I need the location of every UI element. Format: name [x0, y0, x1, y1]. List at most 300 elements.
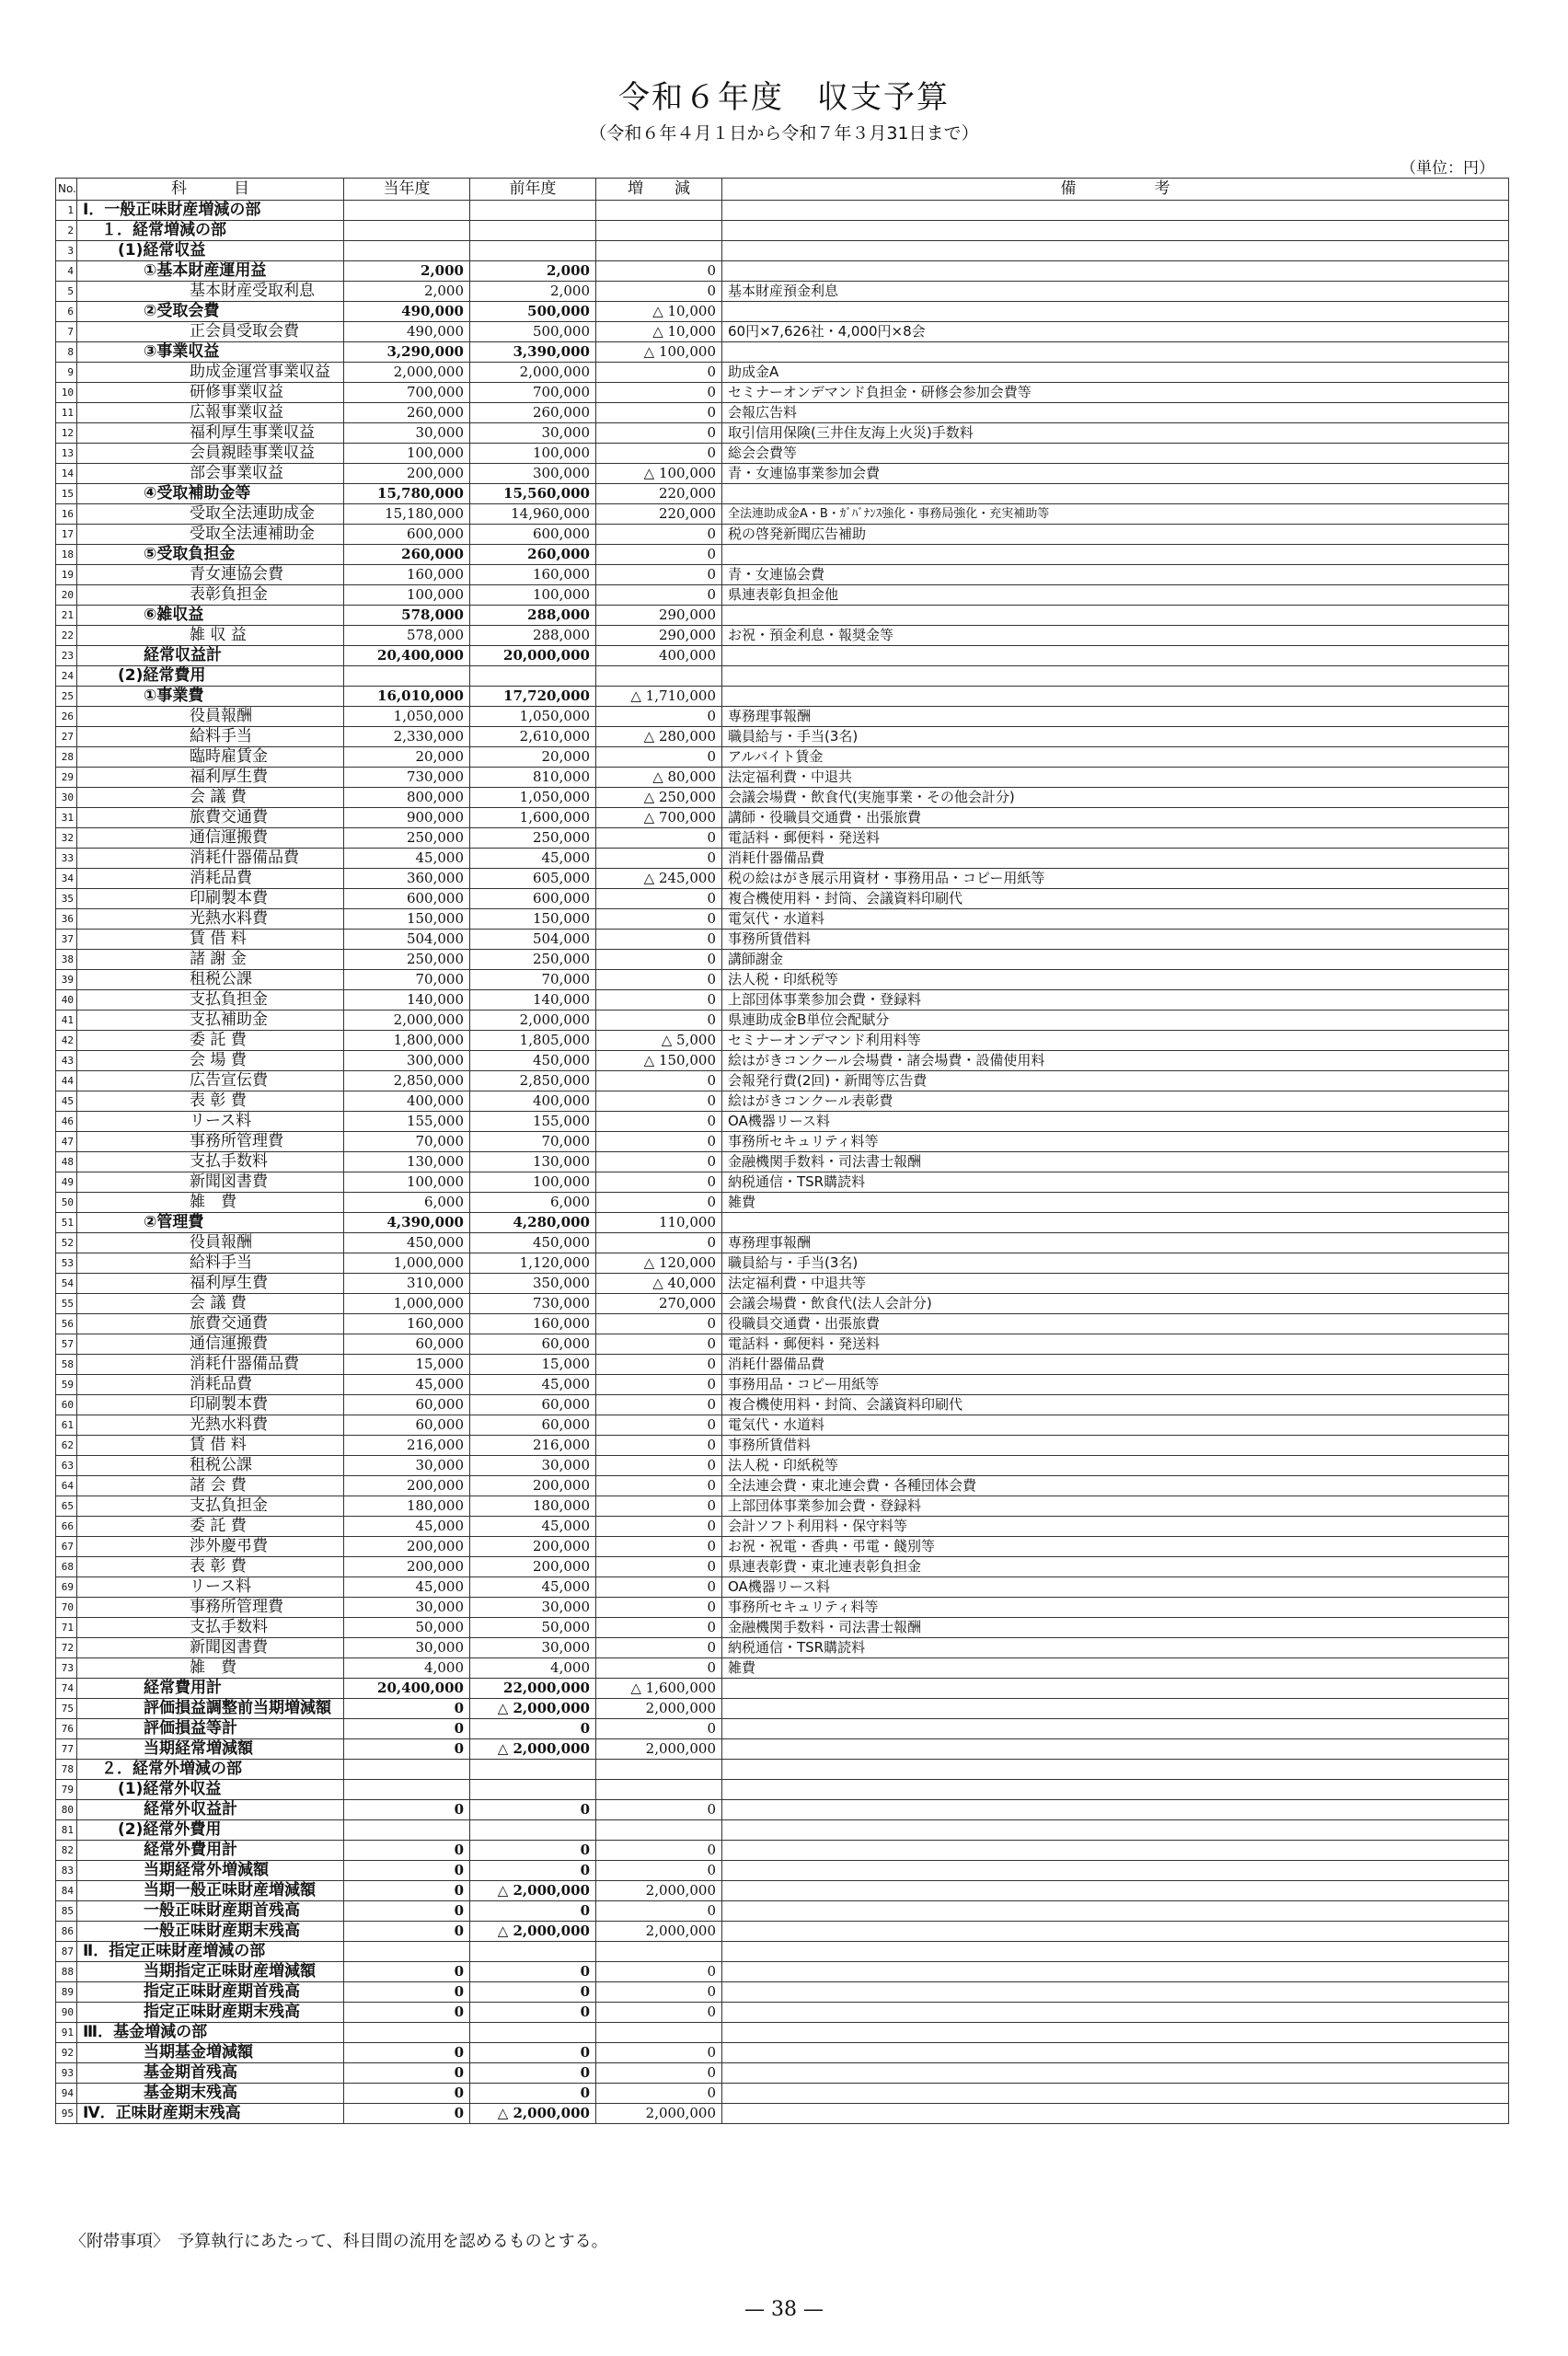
- row-number: 9: [56, 363, 77, 383]
- row-item: ①基本財産運用益: [77, 261, 344, 282]
- row-change-amount: 0: [596, 1901, 722, 1922]
- row-note: [722, 2063, 1509, 2084]
- table-row: [56, 2043, 1509, 2063]
- table-row: [56, 687, 1509, 707]
- row-number: 69: [56, 1577, 77, 1598]
- row-number: 6: [56, 302, 77, 322]
- table-row: [56, 990, 1509, 1011]
- row-current-amount: 200,000: [344, 1476, 470, 1496]
- row-item: 表 彰 費: [77, 1557, 344, 1577]
- unit-label: （単位：円）: [1401, 159, 1494, 178]
- row-change-amount: 0: [596, 930, 722, 950]
- table-row: [56, 1861, 1509, 1881]
- row-previous-amount: 0: [470, 2003, 596, 2023]
- table-row: [56, 1820, 1509, 1841]
- row-change-amount: 0: [596, 282, 722, 302]
- row-change-amount: 0: [596, 545, 722, 565]
- row-item: 助成金運営事業収益: [77, 363, 344, 383]
- row-number: 45: [56, 1091, 77, 1112]
- footnote: 〈附帯事項〉 予算執行にあたって、科目間の流用を認めるものとする。: [70, 2232, 608, 2251]
- row-note: 専務理事報酬: [722, 1233, 1509, 1253]
- row-note: [722, 666, 1509, 687]
- row-previous-amount: 1,600,000: [470, 808, 596, 828]
- row-item: 会 議 費: [77, 788, 344, 808]
- row-previous-amount: 70,000: [470, 1132, 596, 1152]
- row-change-amount: 0: [596, 1415, 722, 1436]
- row-previous-amount: 350,000: [470, 1274, 596, 1294]
- row-number: 30: [56, 788, 77, 808]
- row-item: 広報事業収益: [77, 403, 344, 423]
- row-change-amount: 0: [596, 383, 722, 403]
- row-note: 金融機関手数料・司法書士報酬: [722, 1618, 1509, 1638]
- row-previous-amount: 70,000: [470, 970, 596, 990]
- row-number: 44: [56, 1071, 77, 1091]
- row-item: 渉外慶弔費: [77, 1537, 344, 1557]
- row-item: 当期経常増減額: [77, 1739, 344, 1760]
- row-previous-amount: 60,000: [470, 1395, 596, 1415]
- row-number: 32: [56, 828, 77, 849]
- row-previous-amount: [470, 241, 596, 261]
- row-note: 電話料・郵便料・発送料: [722, 1334, 1509, 1355]
- row-current-amount: 60,000: [344, 1415, 470, 1436]
- row-change-amount: 2,000,000: [596, 1881, 722, 1901]
- row-current-amount: 0: [344, 1861, 470, 1881]
- row-previous-amount: [470, 1942, 596, 1962]
- table-row: [56, 626, 1509, 646]
- row-item: 支払手数料: [77, 1618, 344, 1638]
- row-change-amount: 2,000,000: [596, 2104, 722, 2124]
- row-current-amount: 70,000: [344, 1132, 470, 1152]
- row-change-amount: 0: [596, 1719, 722, 1739]
- row-current-amount: 216,000: [344, 1436, 470, 1456]
- row-item: ③事業収益: [77, 342, 344, 363]
- row-current-amount: 730,000: [344, 768, 470, 788]
- table-row: [56, 585, 1509, 606]
- row-previous-amount: 22,000,000: [470, 1679, 596, 1699]
- table-row: [56, 2104, 1509, 2124]
- row-item: 通信運搬費: [77, 828, 344, 849]
- row-number: 59: [56, 1375, 77, 1395]
- table-row: [56, 869, 1509, 889]
- row-previous-amount: 14,960,000: [470, 504, 596, 525]
- row-previous-amount: 160,000: [470, 565, 596, 585]
- table-row: [56, 1172, 1509, 1193]
- row-number: 57: [56, 1334, 77, 1355]
- row-item: ②管理費: [77, 1213, 344, 1233]
- row-previous-amount: 180,000: [470, 1496, 596, 1517]
- row-item: 経常外費用計: [77, 1841, 344, 1861]
- row-number: 84: [56, 1881, 77, 1901]
- row-current-amount: 2,850,000: [344, 1071, 470, 1091]
- row-previous-amount: △ 2,000,000: [470, 2104, 596, 2124]
- row-number: 42: [56, 1031, 77, 1051]
- row-note: [722, 1760, 1509, 1780]
- row-note: 全法連会費・東北連会費・各種団体会費: [722, 1476, 1509, 1496]
- table-row: [56, 1051, 1509, 1071]
- row-number: 13: [56, 444, 77, 464]
- row-change-amount: 0: [596, 970, 722, 990]
- row-number: 17: [56, 525, 77, 545]
- row-previous-amount: 288,000: [470, 626, 596, 646]
- row-change-amount: 220,000: [596, 504, 722, 525]
- table-row: [56, 1577, 1509, 1598]
- table-row: [56, 707, 1509, 727]
- row-change-amount: 0: [596, 1841, 722, 1861]
- row-previous-amount: 150,000: [470, 909, 596, 930]
- table-row: [56, 828, 1509, 849]
- row-note: [722, 1213, 1509, 1233]
- row-previous-amount: 30,000: [470, 423, 596, 444]
- row-note: 事務用品・コピー用紙等: [722, 1375, 1509, 1395]
- row-item: Ⅰ．一般正味財産増減の部: [77, 201, 344, 221]
- row-previous-amount: 2,000,000: [470, 363, 596, 383]
- row-change-amount: [596, 1760, 722, 1780]
- table-row: [56, 363, 1509, 383]
- row-number: 63: [56, 1456, 77, 1476]
- row-change-amount: [596, 221, 722, 241]
- row-change-amount: 220,000: [596, 484, 722, 504]
- row-current-amount: 900,000: [344, 808, 470, 828]
- row-note: [722, 2084, 1509, 2104]
- row-note: [722, 1739, 1509, 1760]
- row-number: 43: [56, 1051, 77, 1071]
- row-previous-amount: 100,000: [470, 1172, 596, 1193]
- row-change-amount: [596, 1780, 722, 1800]
- row-item: 支払負担金: [77, 990, 344, 1011]
- row-current-amount: 2,000,000: [344, 363, 470, 383]
- header-change: 増 減: [596, 179, 722, 201]
- row-number: 52: [56, 1233, 77, 1253]
- row-previous-amount: 0: [470, 2063, 596, 2084]
- row-item: 旅費交通費: [77, 808, 344, 828]
- row-current-amount: 260,000: [344, 545, 470, 565]
- row-current-amount: 100,000: [344, 585, 470, 606]
- row-note: [722, 221, 1509, 241]
- row-change-amount: 0: [596, 1152, 722, 1172]
- table-row: [56, 1274, 1509, 1294]
- row-number: 74: [56, 1679, 77, 1699]
- row-number: 14: [56, 464, 77, 484]
- row-previous-amount: 200,000: [470, 1537, 596, 1557]
- row-number: 60: [56, 1395, 77, 1415]
- table-row: [56, 1112, 1509, 1132]
- row-previous-amount: 730,000: [470, 1294, 596, 1314]
- row-change-amount: 0: [596, 565, 722, 585]
- row-item: 正会員受取会費: [77, 322, 344, 342]
- row-current-amount: 180,000: [344, 1496, 470, 1517]
- row-current-amount: 1,000,000: [344, 1253, 470, 1274]
- row-note: 法人税・印紙税等: [722, 1456, 1509, 1476]
- table-row: [56, 1152, 1509, 1172]
- row-number: 64: [56, 1476, 77, 1496]
- row-change-amount: 0: [596, 889, 722, 909]
- table-row: [56, 545, 1509, 565]
- row-number: 4: [56, 261, 77, 282]
- row-item: 支払手数料: [77, 1152, 344, 1172]
- row-number: 7: [56, 322, 77, 342]
- row-item: 支払補助金: [77, 1011, 344, 1031]
- row-change-amount: 0: [596, 990, 722, 1011]
- table-row: [56, 565, 1509, 585]
- row-note: [722, 1881, 1509, 1901]
- row-previous-amount: 600,000: [470, 889, 596, 909]
- row-previous-amount: 0: [470, 2043, 596, 2063]
- row-previous-amount: 216,000: [470, 1436, 596, 1456]
- row-item: 基金期末残高: [77, 2084, 344, 2104]
- row-current-amount: 160,000: [344, 1314, 470, 1334]
- row-previous-amount: 50,000: [470, 1618, 596, 1638]
- row-number: 28: [56, 747, 77, 768]
- row-note: OA機器リース料: [722, 1577, 1509, 1598]
- row-change-amount: 0: [596, 1496, 722, 1517]
- row-current-amount: 30,000: [344, 423, 470, 444]
- row-note: 法定福利費・中退共: [722, 768, 1509, 788]
- row-number: 92: [56, 2043, 77, 2063]
- row-number: 73: [56, 1658, 77, 1679]
- row-previous-amount: 1,120,000: [470, 1253, 596, 1274]
- row-item: 支払負担金: [77, 1496, 344, 1517]
- row-change-amount: △ 700,000: [596, 808, 722, 828]
- row-change-amount: 400,000: [596, 646, 722, 666]
- row-previous-amount: 160,000: [470, 1314, 596, 1334]
- row-number: 15: [56, 484, 77, 504]
- row-previous-amount: 2,610,000: [470, 727, 596, 747]
- row-item: 福利厚生費: [77, 768, 344, 788]
- row-change-amount: 110,000: [596, 1213, 722, 1233]
- row-change-amount: 0: [596, 1598, 722, 1618]
- row-change-amount: 0: [596, 1517, 722, 1537]
- row-number: 36: [56, 909, 77, 930]
- table-row: [56, 1476, 1509, 1496]
- row-number: 75: [56, 1699, 77, 1719]
- table-row: [56, 727, 1509, 747]
- header-item: 科 目: [77, 179, 344, 201]
- row-note: [722, 2104, 1509, 2124]
- row-note: 基本財産預金利息: [722, 282, 1509, 302]
- page-number: — 38 —: [744, 2298, 824, 2321]
- table-row: [56, 1456, 1509, 1476]
- row-note: [722, 1820, 1509, 1841]
- row-current-amount: [344, 1942, 470, 1962]
- row-item: 指定正味財産期首残高: [77, 1982, 344, 2003]
- row-current-amount: 130,000: [344, 1152, 470, 1172]
- budget-table: [55, 178, 1509, 2124]
- row-previous-amount: 0: [470, 1719, 596, 1739]
- row-item: 当期経常外増減額: [77, 1861, 344, 1881]
- row-note: [722, 201, 1509, 221]
- row-item: 賃 借 料: [77, 930, 344, 950]
- row-current-amount: 2,000,000: [344, 1011, 470, 1031]
- row-previous-amount: [470, 1780, 596, 1800]
- row-change-amount: 0: [596, 363, 722, 383]
- row-change-amount: 290,000: [596, 606, 722, 626]
- row-number: 46: [56, 1112, 77, 1132]
- row-note: 取引信用保険(三井住友海上火災)手数料: [722, 423, 1509, 444]
- row-current-amount: 200,000: [344, 1557, 470, 1577]
- row-current-amount: 155,000: [344, 1112, 470, 1132]
- row-note: 税の啓発新聞広告補助: [722, 525, 1509, 545]
- row-change-amount: 0: [596, 1456, 722, 1476]
- row-change-amount: 2,000,000: [596, 1699, 722, 1719]
- row-note: [722, 241, 1509, 261]
- table-row: [56, 261, 1509, 282]
- table-row: [56, 2003, 1509, 2023]
- table-row: [56, 504, 1509, 525]
- row-change-amount: △ 80,000: [596, 768, 722, 788]
- row-previous-amount: 60,000: [470, 1334, 596, 1355]
- row-change-amount: 0: [596, 2084, 722, 2104]
- row-change-amount: 0: [596, 1436, 722, 1456]
- row-number: 86: [56, 1922, 77, 1942]
- table-row: [56, 1760, 1509, 1780]
- row-previous-amount: 500,000: [470, 322, 596, 342]
- row-current-amount: 16,010,000: [344, 687, 470, 707]
- row-change-amount: △ 245,000: [596, 869, 722, 889]
- row-number: 58: [56, 1355, 77, 1375]
- row-current-amount: 0: [344, 2003, 470, 2023]
- row-change-amount: △ 250,000: [596, 788, 722, 808]
- row-item: 諸 謝 金: [77, 950, 344, 970]
- row-previous-amount: 4,000: [470, 1658, 596, 1679]
- table-row: [56, 1395, 1509, 1415]
- row-item: 臨時雇賃金: [77, 747, 344, 768]
- row-number: 35: [56, 889, 77, 909]
- row-current-amount: 0: [344, 1982, 470, 2003]
- row-current-amount: 30,000: [344, 1598, 470, 1618]
- row-note: 全法連助成金A・B・ｶﾞﾊﾞﾅﾝｽ強化・事務局強化・充実補助等: [722, 504, 1509, 525]
- row-note: [722, 1679, 1509, 1699]
- row-previous-amount: 250,000: [470, 828, 596, 849]
- row-current-amount: [344, 666, 470, 687]
- table-row: [56, 1719, 1509, 1739]
- row-note: 60円×7,626社・4,000円×8会: [722, 322, 1509, 342]
- table-header-row: [56, 179, 1509, 201]
- row-item: 会 場 費: [77, 1051, 344, 1071]
- header-current: 当年度: [344, 179, 470, 201]
- row-note: アルバイト賃金: [722, 747, 1509, 768]
- row-number: 25: [56, 687, 77, 707]
- row-change-amount: [596, 666, 722, 687]
- row-current-amount: 1,000,000: [344, 1294, 470, 1314]
- row-note: 納税通信・TSR購読料: [722, 1172, 1509, 1193]
- row-previous-amount: 6,000: [470, 1193, 596, 1213]
- row-change-amount: 0: [596, 2003, 722, 2023]
- row-current-amount: 200,000: [344, 1537, 470, 1557]
- row-change-amount: 0: [596, 1476, 722, 1496]
- table-row: [56, 1922, 1509, 1942]
- table-row: [56, 1091, 1509, 1112]
- row-current-amount: 0: [344, 2084, 470, 2104]
- row-number: 68: [56, 1557, 77, 1577]
- row-previous-amount: 810,000: [470, 768, 596, 788]
- row-item: 役員報酬: [77, 1233, 344, 1253]
- row-change-amount: 0: [596, 909, 722, 930]
- row-item: 委 託 費: [77, 1517, 344, 1537]
- row-previous-amount: 288,000: [470, 606, 596, 626]
- table-row: [56, 1355, 1509, 1375]
- row-note: [722, 545, 1509, 565]
- row-previous-amount: 45,000: [470, 1577, 596, 1598]
- row-note: 金融機関手数料・司法書士報酬: [722, 1152, 1509, 1172]
- row-number: 71: [56, 1618, 77, 1638]
- row-number: 61: [56, 1415, 77, 1436]
- row-previous-amount: 155,000: [470, 1112, 596, 1132]
- row-item: 当期一般正味財産増減額: [77, 1881, 344, 1901]
- row-note: 上部団体事業参加会費・登録料: [722, 1496, 1509, 1517]
- row-note: 会議会場費・飲食代(法人会計分): [722, 1294, 1509, 1314]
- row-item: 評価損益調整前当期増減額: [77, 1699, 344, 1719]
- row-previous-amount: 45,000: [470, 1375, 596, 1395]
- row-change-amount: 0: [596, 525, 722, 545]
- row-current-amount: 60,000: [344, 1395, 470, 1415]
- row-item: Ⅱ．指定正味財産増減の部: [77, 1942, 344, 1962]
- table-row: [56, 221, 1509, 241]
- row-note: [722, 606, 1509, 626]
- row-note: [722, 1841, 1509, 1861]
- row-note: 職員給与・手当(3名): [722, 1253, 1509, 1274]
- row-item: (1)経常外収益: [77, 1780, 344, 1800]
- row-item: 表彰負担金: [77, 585, 344, 606]
- row-item: 旅費交通費: [77, 1314, 344, 1334]
- row-previous-amount: 300,000: [470, 464, 596, 484]
- table-row: [56, 1598, 1509, 1618]
- row-previous-amount: 20,000,000: [470, 646, 596, 666]
- row-item: 福利厚生事業収益: [77, 423, 344, 444]
- row-current-amount: 20,400,000: [344, 646, 470, 666]
- row-item: 事務所管理費: [77, 1132, 344, 1152]
- row-number: 89: [56, 1982, 77, 2003]
- row-previous-amount: 3,390,000: [470, 342, 596, 363]
- row-item: 委 託 費: [77, 1031, 344, 1051]
- row-change-amount: 0: [596, 1112, 722, 1132]
- row-note: 講師・役職員交通費・出張旅費: [722, 808, 1509, 828]
- row-current-amount: 2,330,000: [344, 727, 470, 747]
- row-current-amount: 450,000: [344, 1233, 470, 1253]
- row-item: ①事業費: [77, 687, 344, 707]
- row-current-amount: 15,780,000: [344, 484, 470, 504]
- row-note: 雑費: [722, 1193, 1509, 1213]
- row-change-amount: 0: [596, 1172, 722, 1193]
- row-previous-amount: 2,850,000: [470, 1071, 596, 1091]
- row-number: 70: [56, 1598, 77, 1618]
- row-current-amount: 0: [344, 1800, 470, 1820]
- table-row: [56, 1557, 1509, 1577]
- table-row: [56, 525, 1509, 545]
- row-previous-amount: 0: [470, 1861, 596, 1881]
- row-item: 新聞図書費: [77, 1638, 344, 1658]
- row-item: 経常外収益計: [77, 1800, 344, 1820]
- row-change-amount: 0: [596, 1537, 722, 1557]
- row-note: [722, 484, 1509, 504]
- row-note: 事務所セキュリティ料等: [722, 1132, 1509, 1152]
- row-item: 光熱水料費: [77, 1415, 344, 1436]
- row-number: 83: [56, 1861, 77, 1881]
- table-row: [56, 970, 1509, 990]
- row-number: 90: [56, 2003, 77, 2023]
- row-change-amount: [596, 241, 722, 261]
- row-change-amount: △ 10,000: [596, 322, 722, 342]
- row-change-amount: △ 5,000: [596, 1031, 722, 1051]
- table-row: [56, 1517, 1509, 1537]
- row-number: 11: [56, 403, 77, 423]
- row-previous-amount: 60,000: [470, 1415, 596, 1436]
- row-number: 76: [56, 1719, 77, 1739]
- row-current-amount: 15,000: [344, 1355, 470, 1375]
- row-current-amount: 45,000: [344, 849, 470, 869]
- row-current-amount: 0: [344, 1699, 470, 1719]
- row-current-amount: 0: [344, 1922, 470, 1942]
- row-previous-amount: 130,000: [470, 1152, 596, 1172]
